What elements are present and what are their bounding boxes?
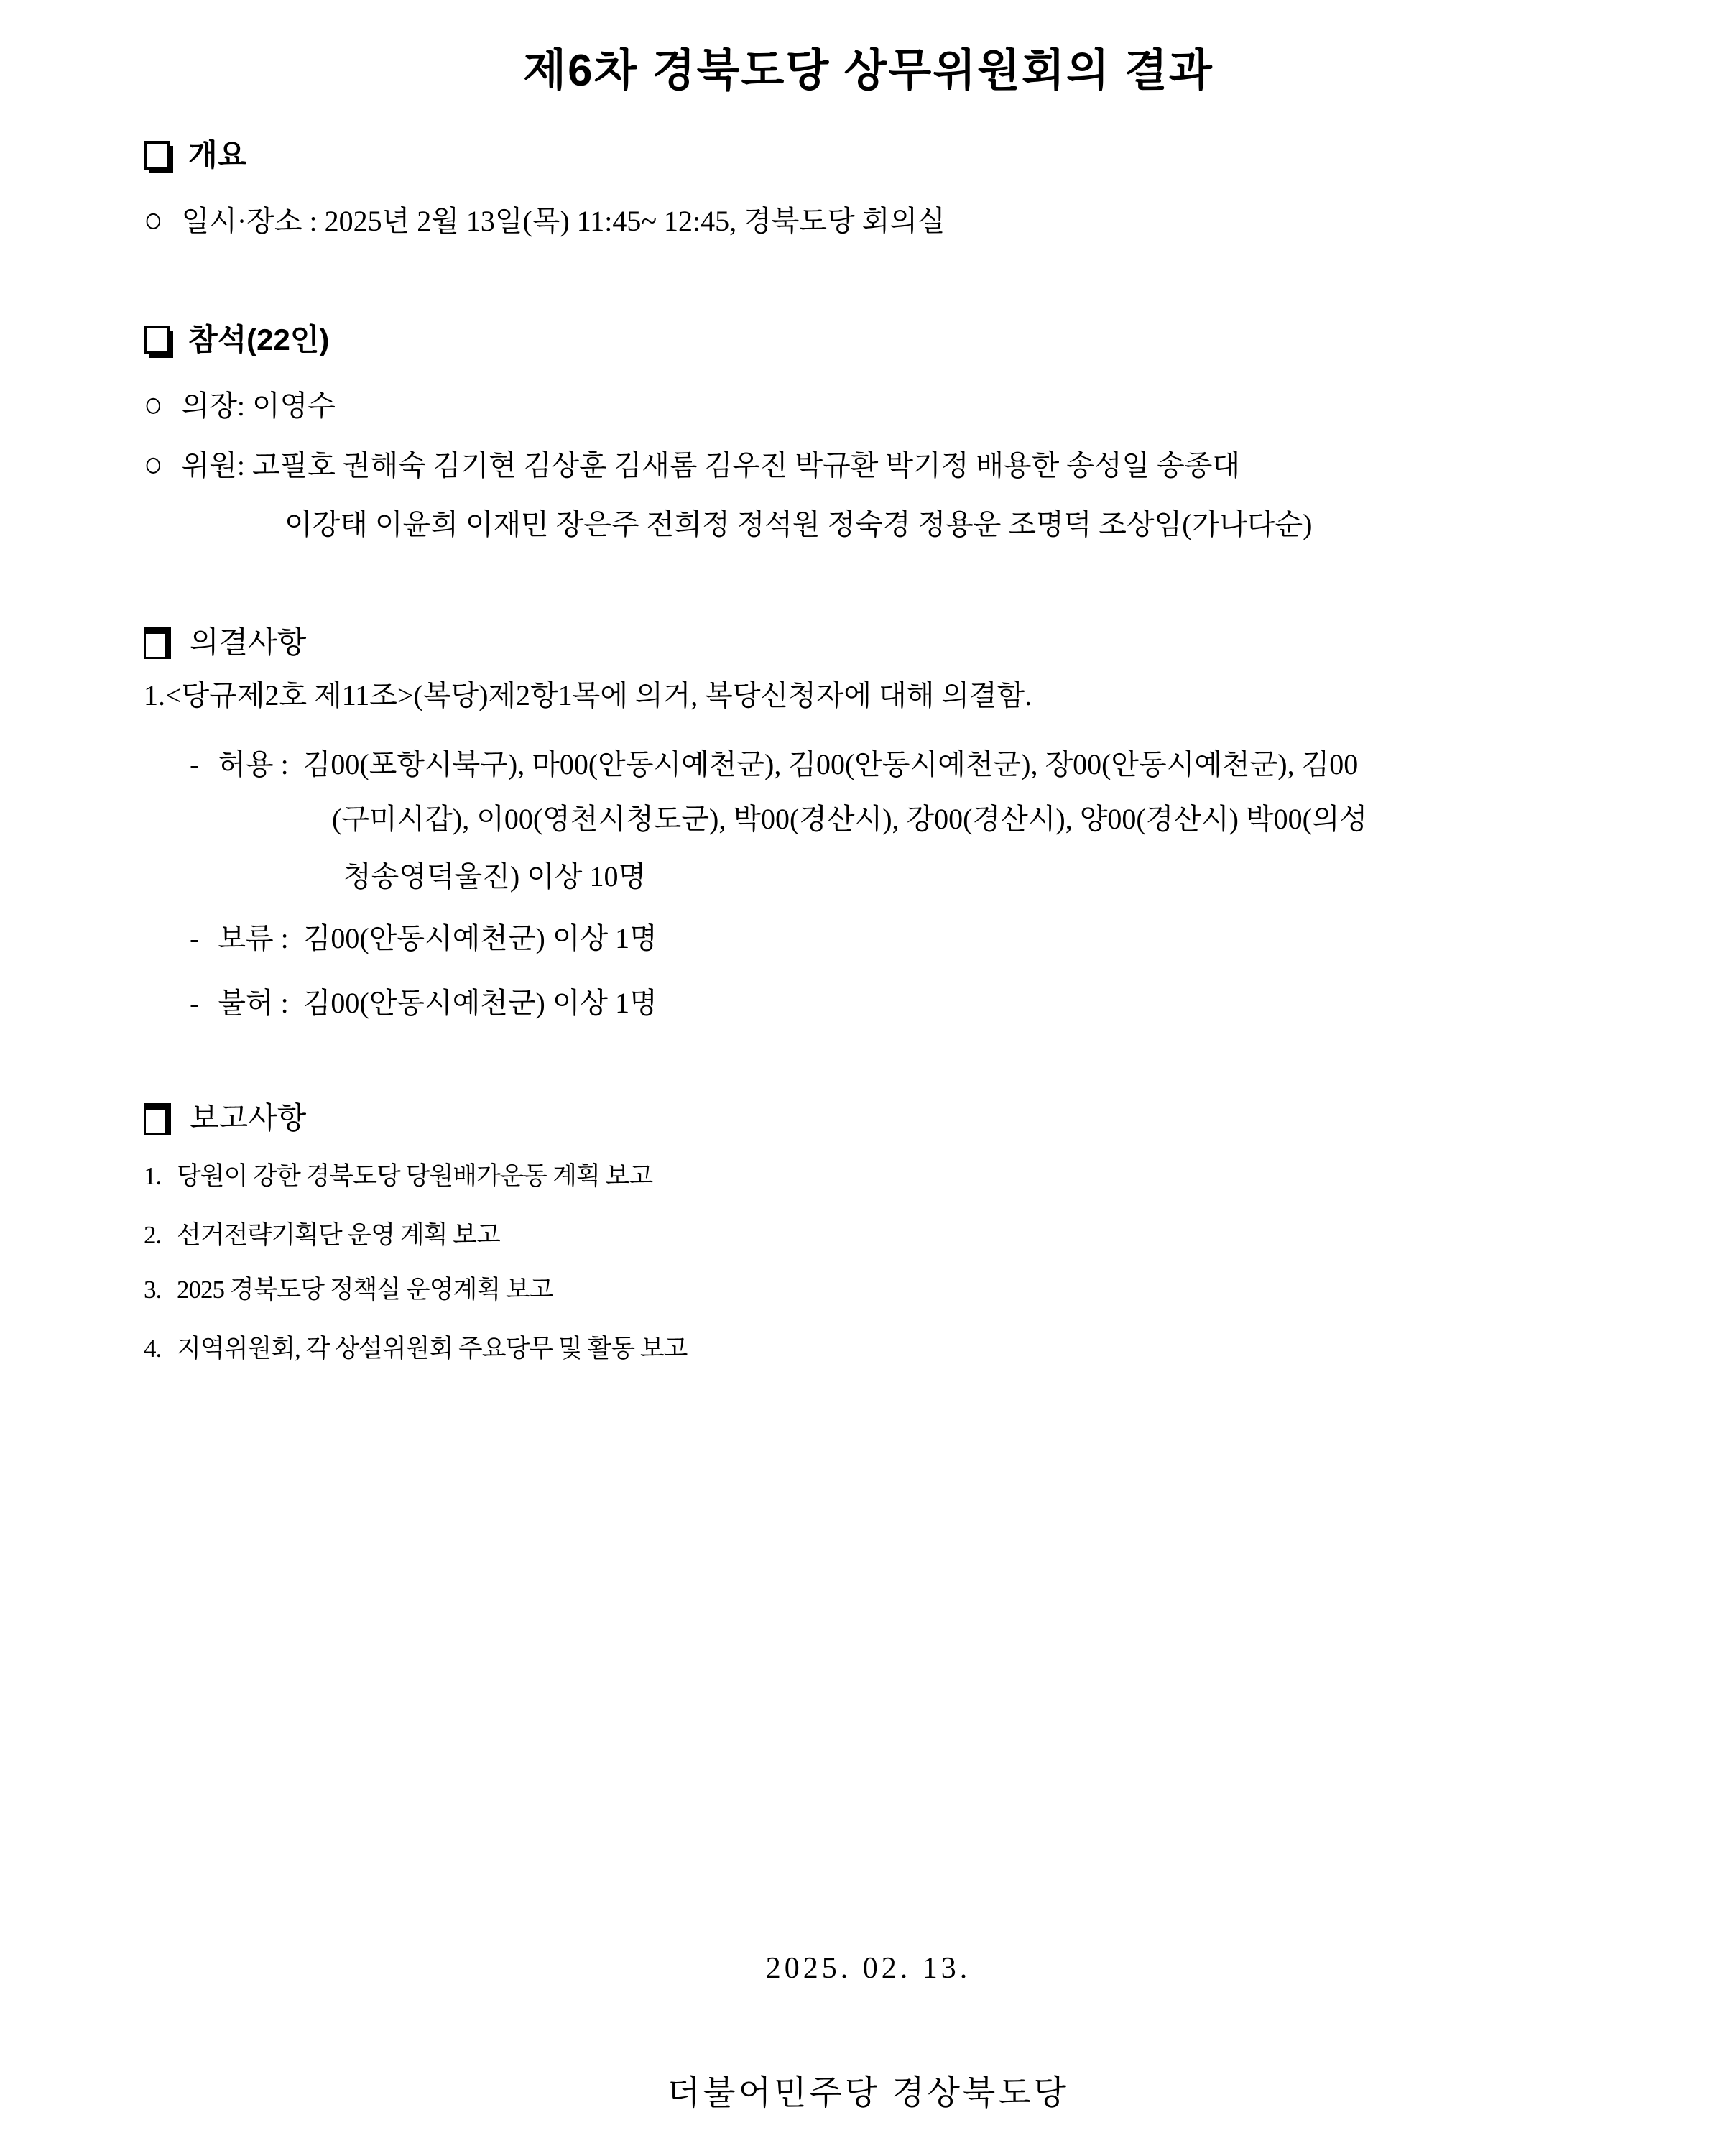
dash-bullet-icon: - xyxy=(190,922,200,954)
resolution-item-1 xyxy=(144,676,1593,715)
allowed-text-2: (구미시갑), 이00(영천시청도군), 박00(경산시), 강00(경산시), 양00(경산시) 박00(의성 xyxy=(332,803,1368,835)
section-heading-resolutions xyxy=(144,625,1593,662)
members-text-2: 이강태 이윤희 이재민 장은주 전희정 정석원 정숙경 정용운 조명덕 조상임(가나다순) xyxy=(285,508,1313,540)
report-item-3-text: 2025 경북도당 정책실 운영계획 보고 xyxy=(177,1276,553,1304)
allowed-text-1: 김00(포항시북구), 마00(안동시예천군), 김00(안동시예천군), 장00(안동시예천군), 김00 xyxy=(302,748,1359,780)
report-item-4-number: 4. xyxy=(144,1335,162,1363)
section-heading-overview xyxy=(144,137,1593,174)
section-heading-reports xyxy=(144,1100,1593,1138)
organization-name: 더불어민주당 경상북도당 xyxy=(667,2075,1070,2112)
report-item-1-text: 당원이 강한 경북도당 당원배가운동 계획 보고 xyxy=(177,1162,653,1190)
overview-heading-label: 개요 xyxy=(188,138,247,172)
deny-line xyxy=(190,984,1593,1023)
report-item-2-number: 2. xyxy=(144,1221,162,1249)
dash-bullet-icon: - xyxy=(190,987,200,1019)
dash-bullet-icon: - xyxy=(190,748,200,780)
section-heading-attendees xyxy=(144,321,1593,359)
hold-line xyxy=(190,919,1593,958)
square-bullet-icon xyxy=(144,326,170,354)
circle-bullet-icon: ○ xyxy=(144,200,163,241)
allowed-line-1 xyxy=(190,745,1593,784)
square-bullet-icon xyxy=(144,141,170,170)
attendees-heading-label: 참석(22인) xyxy=(188,323,330,356)
members-line-1 xyxy=(144,446,1593,485)
report-item-3-number: 3. xyxy=(144,1276,162,1304)
members-line-2 xyxy=(285,505,1593,544)
report-item-2-text: 선거전략기획단 운영 계획 보고 xyxy=(177,1221,500,1249)
members-text-1: 위원: 고필호 권해숙 김기현 김상훈 김새롬 김우진 박규환 박기정 배용한 송성일 송종대 xyxy=(181,449,1241,482)
allowed-line-3 xyxy=(343,857,1593,896)
circle-bullet-icon: ○ xyxy=(144,444,163,485)
document-date: 2025. 02. 13. xyxy=(765,1952,971,1985)
report-item-1-number: 1. xyxy=(144,1162,162,1190)
overview-datetime-line xyxy=(144,201,1593,241)
report-item-4 xyxy=(144,1332,1593,1366)
chair-line xyxy=(144,386,1593,425)
report-item-3 xyxy=(144,1273,1593,1307)
overview-datetime-text: 일시·장소 : 2025년 2월 13일(목) 11:45~ 12:45, 경북도당 회의실 xyxy=(181,205,946,237)
allowed-line-2 xyxy=(332,800,1593,839)
report-item-1 xyxy=(144,1159,1593,1194)
resolutions-heading-label: 의결사항 xyxy=(190,627,307,660)
report-item-2 xyxy=(144,1218,1593,1253)
chair-text: 의장: 이영수 xyxy=(181,390,336,422)
square-bullet-icon xyxy=(144,1103,171,1135)
page-title: 제6차 경북도당 상무위원회의 결과 xyxy=(523,46,1214,96)
hold-text: 김00(안동시예천군) 이상 1명 xyxy=(302,922,657,954)
reports-heading-label: 보고사항 xyxy=(190,1102,307,1135)
square-bullet-icon xyxy=(144,627,171,659)
resolution-item-1-text: 1.<당규제2호 제11조>(복당)제2항1목에 의거, 복당신청자에 대해 의결함. xyxy=(144,679,1032,711)
deny-label: 불허 : xyxy=(218,987,289,1019)
allowed-text-3: 청송영덕울진) 이상 10명 xyxy=(343,860,647,893)
deny-text: 김00(안동시예천군) 이상 1명 xyxy=(302,987,657,1019)
report-item-4-text: 지역위원회, 각 상설위원회 주요당무 및 활동 보고 xyxy=(177,1335,688,1363)
allowed-label: 허용 : xyxy=(218,748,289,780)
circle-bullet-icon: ○ xyxy=(144,384,163,425)
hold-label: 보류 : xyxy=(218,922,289,954)
